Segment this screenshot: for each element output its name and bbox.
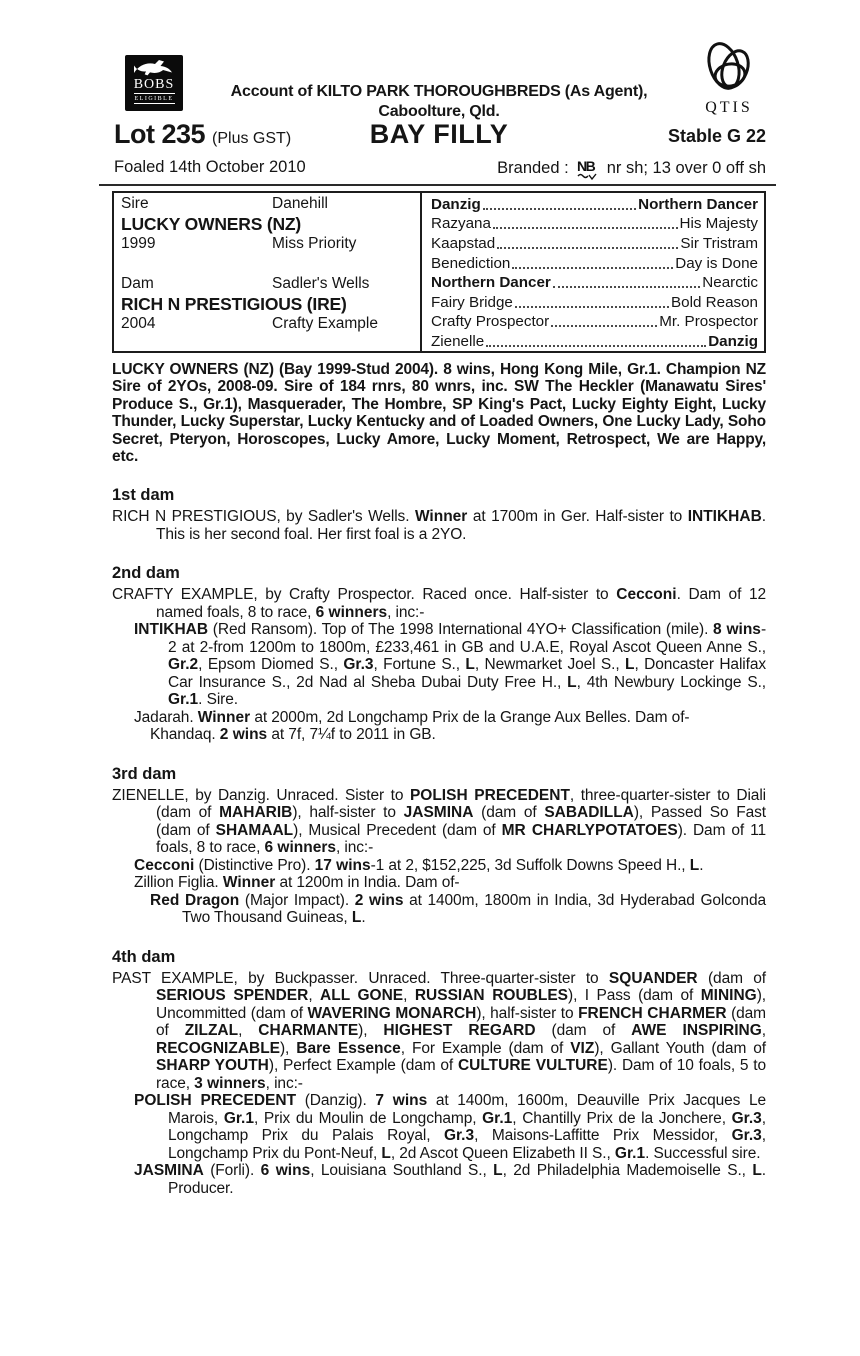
ancestor-parent: Northern Dancer — [638, 195, 758, 213]
sire-label: Sire — [121, 195, 149, 212]
account-line-1: Account of KILTO PARK THOROUGHBREDS (As Agent), — [230, 83, 648, 100]
qtis-icon — [688, 36, 770, 118]
stable-number: Stable G 22 — [667, 126, 766, 146]
ancestor-name: Kaapstad — [431, 234, 496, 252]
ancestor-name: Benediction — [431, 254, 511, 272]
header-divider — [99, 184, 776, 186]
sire-name: LUCKY OWNERS (NZ) — [121, 214, 302, 234]
account-line-2: Caboolture, Qld. — [378, 103, 500, 120]
ancestor-name: Northern Dancer — [431, 274, 551, 292]
dam-year-row — [121, 314, 420, 334]
horse-icon — [132, 58, 176, 77]
bobs-logo-text: BOBS — [133, 77, 175, 92]
sire-of-dam: Sadler's Wells — [272, 275, 370, 292]
ancestor-name: Zienelle — [431, 333, 485, 350]
spacer-row — [121, 254, 420, 274]
sire-name-row — [121, 214, 420, 234]
account-of-block — [172, 82, 706, 122]
dam-of-sire: Miss Priority — [272, 235, 357, 252]
ancestor-row — [431, 273, 758, 293]
branded-info — [497, 158, 766, 178]
foaled-row — [114, 158, 766, 178]
section-heading-4th-dam: 4th dam — [112, 947, 176, 966]
branded-suffix: nr sh; 13 over 0 off sh — [606, 158, 766, 177]
dotted-leader — [512, 267, 673, 269]
ancestor-row — [431, 312, 758, 332]
sire-of-sire: Danehill — [272, 195, 329, 212]
ancestor-name: Razyana — [431, 215, 491, 233]
sire-summary: LUCKY OWNERS (NZ) (Bay 1999-Stud 2004). 8 wins, Hong Kong Mile, Gr.1. Champion NZ Sire of 2YOs, 2008-09. Sire of 184 rnrs, 80 wnrs, inc. SW The Heckler (Manawatu Sires' Produce S., Gr.1), Masquerader, The Hombre, SP King's Pact, Lucky Eighty Eight, Lucky Thunder, Lucky Superstar, Lucky Kentucky and of Loaded Owners, One Lucky Lady, Soho Secret, Pteryon, Horoscopes, Lucky Amore, Lucky Moment, Retrospect, We are Happy, etc. — [112, 361, 766, 466]
ancestor-parent: Bold Reason — [671, 293, 758, 311]
qtis-logo-text: QTIS — [705, 99, 753, 116]
pedigree-right-panel — [420, 193, 764, 351]
dam-paragraph: RICH N PRESTIGIOUS, by Sadler's Wells. Winner at 1700m in Ger. Half-sister to INTIKHAB. This is her second foal. Her first foal is a 2YO. — [112, 508, 766, 543]
dam-label: Dam — [121, 275, 154, 292]
svg-text:NB: NB — [576, 158, 594, 174]
sire-label-row — [121, 194, 420, 214]
dam-label-row — [121, 274, 420, 294]
dam-name-row — [121, 294, 420, 314]
foaled-date: Foaled 14th October 2010 — [114, 158, 306, 176]
spacer-row — [121, 334, 420, 354]
ancestor-row — [431, 253, 758, 273]
dotted-leader — [486, 345, 706, 347]
pedigree-table — [112, 191, 766, 353]
ancestor-parent: Sir Tristram — [680, 234, 758, 252]
progeny-paragraph: INTIKHAB (Red Ransom). Top of The 1998 International 4YO+ Classification (mile). 8 wins-2 at 2-from 1200m to 1800m, £233,461 in GB and U.A.E, Royal Ascot Queen Anne S., Gr.2, Epsom Diomed S., Gr.3, Fortune S., L, Newmarket Joel S., L, Doncaster Halifax Car Insurance S., 2d Nad al Sheba Dubai Duty Free H., L, 4th Newbury Lockinge S., Gr.1. Sire. — [134, 621, 767, 709]
section-heading-1st-dam: 1st dam — [112, 486, 175, 505]
dam-paragraph: PAST EXAMPLE, by Buckpasser. Unraced. Three-quarter-sister to SQUANDER (dam of SERIOUS SPENDER, ALL GONE, RUSSIAN ROUBLES), I Pass (dam of MINING), Uncommitted (dam of WAVERING MONARCH), half-sister to FRENCH CHARMER (dam of ZILZAL, CHARMANTE), HIGHEST REGARD (dam of AWE INSPIRING, RECOGNIZABLE), Bare Essence, For Example (dam of VIZ), Gallant Youth (dam of SHARP YOUTH), Perfect Example (dam of CULTURE VULTURE). Dam of 10 foals, 5 to race, 3 winners, inc:- — [112, 969, 766, 1092]
progeny-paragraph: Zillion Figlia. Winner at 1200m in India. Dam of- — [134, 874, 460, 892]
lot-number: Lot 235 — [114, 119, 206, 149]
progeny-paragraph: POLISH PRECEDENT (Danzig). 7 wins at 1400m, 1600m, Deauville Prix Jacques Le Marois, Gr.1, Prix du Moulin de Longchamp, Gr.1, Chantilly Prix de la Jonchere, Gr.3, Longchamp Prix du Palais Royal, Gr.3, Maisons-Laffitte Prix Messidor, Gr.3, Longchamp Prix du Pont-Neuf, L, 2d Ascot Queen Elizabeth II S., Gr.1. Successful sire. — [134, 1092, 766, 1162]
dotted-leader — [553, 286, 700, 288]
sire-year: 1999 — [121, 235, 156, 252]
lot-row — [112, 119, 766, 151]
ancestor-row — [431, 214, 758, 234]
page-title: BAY FILLY — [369, 119, 509, 149]
ancestor-row — [431, 233, 758, 253]
dotted-leader — [493, 227, 678, 229]
progeny-paragraph: Khandaq. 2 wins at 7f, 7¼f to 2011 in GB. — [150, 726, 436, 744]
dotted-leader — [483, 208, 636, 210]
qtis-logo — [688, 36, 770, 123]
dam-year: 2004 — [121, 315, 156, 332]
ancestor-name: Crafty Prospector — [431, 313, 550, 331]
page-header — [112, 0, 766, 184]
dam-paragraph: ZIENELLE, by Danzig. Unraced. Sister to POLISH PRECEDENT, three-quarter-sister to Diali (dam of MAHARIB), half-sister to JASMINA (dam of SABADILLA), Passed So Fast (dam of SHAMAAL), Musical Precedent (dam of MR CHARLYPOTATOES). Dam of 11 foals, 8 to race, 6 winners, inc:- — [112, 786, 767, 857]
ancestor-name: Fairy Bridge — [431, 293, 513, 311]
progeny-paragraph: Jadarah. Winner at 2000m, 2d Longchamp Prix de la Grange Aux Belles. Dam of- — [134, 708, 690, 726]
dam-of-dam: Crafty Example — [272, 315, 378, 332]
lot-gst-note: (Plus GST) — [212, 130, 292, 147]
page-content — [112, 0, 766, 1197]
ancestor-parent: Mr. Prospector — [659, 313, 758, 331]
section-heading-3rd-dam: 3rd dam — [112, 764, 177, 783]
ancestor-row — [431, 292, 758, 312]
dam-name: RICH N PRESTIGIOUS (IRE) — [121, 294, 347, 314]
dam-paragraph: CRAFTY EXAMPLE, by Crafty Prospector. Raced once. Half-sister to Cecconi. Dam of 12 named foals, 8 to race, 6 winners, inc:- — [112, 586, 766, 621]
bobs-eligible-text: ELIGIBLE — [134, 93, 175, 104]
ancestor-row — [431, 331, 758, 351]
brand-mark-icon — [575, 158, 601, 181]
progeny-paragraph: Cecconi (Distinctive Pro). 17 wins-1 at 2, $152,225, 3d Suffolk Downs Speed H., L. — [134, 856, 704, 874]
pedigree-left-panel — [114, 193, 420, 351]
ancestor-parent: Day is Done — [675, 254, 758, 272]
ancestor-name: Danzig — [431, 195, 481, 213]
ancestor-parent: Danzig — [708, 333, 758, 350]
branded-prefix: Branded : — [497, 158, 569, 177]
dotted-leader — [497, 247, 678, 249]
dotted-leader — [551, 325, 657, 327]
ancestor-parent: Nearctic — [702, 274, 758, 292]
dotted-leader — [515, 306, 669, 308]
progeny-paragraph: Red Dragon (Major Impact). 2 wins at 1400m, 1800m in India, 3d Hyderabad Golconda Two Thousand Guineas, L. — [150, 891, 766, 927]
progeny-paragraph: JASMINA (Forli). 6 wins, Louisiana Southland S., L, 2d Philadelphia Mademoiselle S., L. Producer. — [134, 1162, 766, 1197]
sire-year-row — [121, 234, 420, 254]
ancestor-row — [431, 194, 758, 214]
section-heading-2nd-dam: 2nd dam — [112, 564, 180, 583]
ancestor-parent: His Majesty — [679, 215, 758, 233]
